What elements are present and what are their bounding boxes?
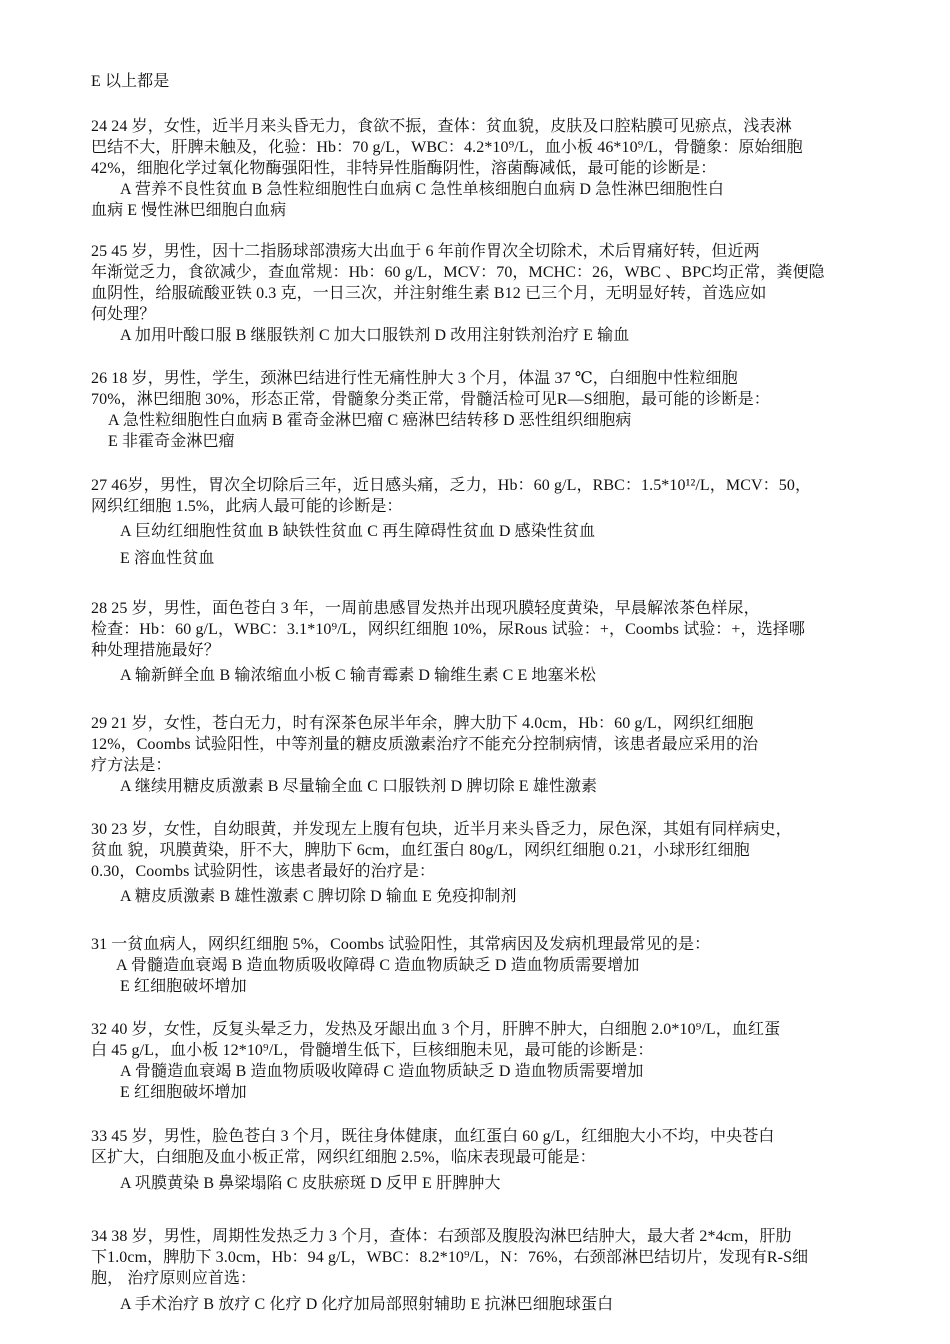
q28-stem: 检查：Hb：60 g/L，WBC：3.1*10⁹/L，网织红细胞 10%，尿Rous 试验：+，Coombs 试验：+，选择哪 [91,621,805,638]
q26-stem: 26 18 岁，男性，学生，颈淋巴结进行性无痛性肿大 3 个月，体温 37 ℃，白细胞中性粒细胞 [91,370,738,387]
q28-options: A 输新鲜全血 B 输浓缩血小板 C 输青霉素 D 输维生素 C E 地塞米松 [120,667,596,684]
q25-options: A 加用叶酸口服 B 继服铁剂 C 加大口服铁剂 D 改用注射铁剂治疗 E 输血 [120,327,630,344]
q24-stem: 24 24 岁，女性，近半月来头昏无力，食欲不振，查体：贫血貌，皮肤及口腔粘膜可见瘀点，浅表淋 [91,118,792,135]
q25-stem: 25 45 岁，男性，因十二指肠球部溃疡大出血于 6 年前作胃次全切除术，术后胃痛好转，但近两 [91,243,760,260]
q32-stem: 32 40 岁，女性，反复头晕乏力，发热及牙龈出血 3 个月，肝脾不肿大，白细胞 2.0*10⁹/L，血红蛋 [91,1021,781,1038]
q34-options: A 手术治疗 B 放疗 C 化疗 D 化疗加局部照射辅助 E 抗淋巴细胞球蛋白 [120,1296,614,1313]
q31-options: A 骨髓造血衰竭 B 造血物质吸收障碍 C 造血物质缺乏 D 造血物质需要增加 [116,957,640,974]
q30-stem: 贫血 貌，巩膜黄染，肝不大，脾肋下 6cm，血红蛋白 80g/L，网织红细胞 0.21，小球形红细胞 [91,842,750,859]
q27-options: E 溶血性贫血 [120,550,215,567]
q23-option-e: E 以上都是 [91,73,170,90]
q34-stem: 下1.0cm，脾肋下 3.0cm，Hb：94 g/L，WBC：8.2*10⁹/L，N：76%，右颈部淋巴结切片，发现有R-S细 [91,1249,809,1266]
q30-stem: 30 23 岁，女性，自幼眼黄，并发现左上腹有包块，近半月来头昏乏力，尿色深，其姐有同样病史， [91,821,792,838]
q30-options: A 糖皮质激素 B 雄性激素 C 脾切除 D 输血 E 免疫抑制剂 [120,888,517,905]
q29-stem: 疗方法是： [91,757,172,774]
q24-stem: 巴结不大，肝脾未触及，化验：Hb：70 g/L，WBC：4.2*10⁹/L，血小板 46*10⁹/L，骨髓象：原始细胞 [91,139,803,156]
q25-stem: 何处理？ [91,306,156,323]
q28-stem: 28 25 岁，男性，面色苍白 3 年，一周前患感冒发热并出现巩膜轻度黄染，早晨解浓茶色样尿， [91,600,760,617]
q32-options: A 骨髓造血衰竭 B 造血物质吸收障碍 C 造血物质缺乏 D 造血物质需要增加 [120,1063,644,1080]
q26-stem: 70%，淋巴细胞 30%，形态正常，骨髓象分类正常，骨髓活检可见R—S细胞，最可能的诊断是： [91,391,770,408]
q33-options: A 巩膜黄染 B 鼻梁塌陷 C 皮肤瘀斑 D 反甲 E 肝脾肿大 [120,1175,501,1192]
q25-stem: 年渐觉乏力，食欲减少，查血常规：Hb：60 g/L，MCV：70，MCHC：26，WBC 、BPC均正常，粪便隐 [91,264,825,281]
q32-options: E 红细胞破坏增加 [120,1084,247,1101]
q29-stem: 12%，Coombs 试验阳性，中等剂量的糖皮质激素治疗不能充分控制病情，该患者最应采用的治 [91,736,759,753]
q30-stem: 0.30，Coombs 试验阴性，该患者最好的治疗是： [91,863,436,880]
q33-stem: 区扩大，白细胞及血小板正常，网织红细胞 2.5%，临床表现最可能是： [91,1149,596,1166]
q25-stem: 血阴性，给服硫酸亚铁 0.3 克，一日三次，并注射维生素 B12 已三个月，无明显好转，首选应如 [91,285,767,302]
q34-stem: 34 38 岁，男性，周期性发热乏力 3 个月，查体：右颈部及腹股沟淋巴结肿大，最大者 2*4cm，肝肋 [91,1228,792,1245]
q27-stem: 网织红细胞 1.5%，此病人最可能的诊断是： [91,498,403,515]
q31-stem: 31 一贫血病人，网织红细胞 5%，Coombs 试验阳性，其常病因及发病机理最常见的是： [91,936,711,953]
q31-options: E 红细胞破坏增加 [120,978,247,995]
q33-stem: 33 45 岁，男性，脸色苍白 3 个月，既往身体健康，血红蛋白 60 g/L，红细胞大小不均，中央苍白 [91,1128,775,1145]
q28-stem: 种处理措施最好？ [91,642,220,659]
q32-stem: 白 45 g/L，血小板 12*10⁹/L，骨髓增生低下，巨核细胞未见，最可能的诊断是： [91,1042,654,1059]
q24-options: A 营养不良性贫血 B 急性粒细胞性白血病 C 急性单核细胞白血病 D 急性淋巴细胞性白 [120,181,724,198]
q29-stem: 29 21 岁，女性，苍白无力，时有深茶色尿半年余，脾大肋下 4.0cm，Hb：60 g/L，网织红细胞 [91,715,754,732]
q26-options: E 非霍奇金淋巴瘤 [108,433,235,450]
q27-stem: 27 46岁，男性，胃次全切除后三年，近日感头痛，乏力，Hb：60 g/L，RBC：1.5*10¹²/L，MCV：50， [91,477,812,494]
q34-stem: 胞， 治疗原则应首选： [91,1270,257,1287]
q26-options: A 急性粒细胞性白血病 B 霍奇金淋巴瘤 C 癌淋巴结转移 D 恶性组织细胞病 [108,412,632,429]
q29-options: A 继续用糖皮质激素 B 尽量输全血 C 口服铁剂 D 脾切除 E 雄性激素 [120,778,598,795]
q27-options: A 巨幼红细胞性贫血 B 缺铁性贫血 C 再生障碍性贫血 D 感染性贫血 [120,523,596,540]
q24-options: 血病 E 慢性淋巴细胞白血病 [91,202,287,219]
q24-stem: 42%，细胞化学过氧化物酶强阳性，非特异性脂酶阴性，溶菌酶减低，最可能的诊断是： [91,160,717,177]
